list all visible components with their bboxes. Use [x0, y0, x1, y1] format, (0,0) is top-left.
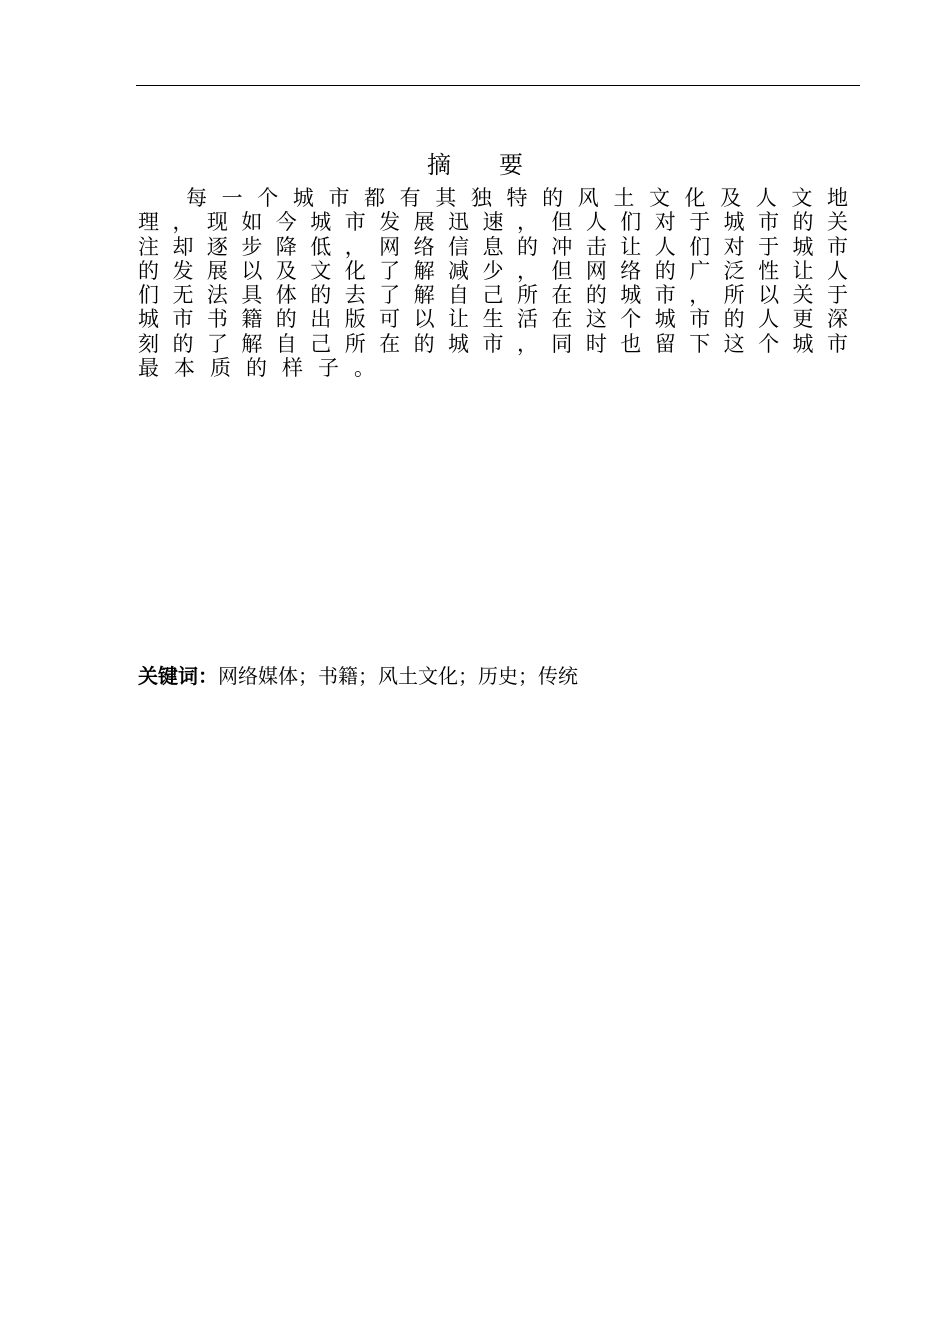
- abstract-line: 最本质的样子。: [138, 356, 390, 381]
- abstract-line: 每​一​个​城​市​都​有​其​独​特​的​风​土​文​化​及​人​文​地: [186, 186, 848, 210]
- header-rule: [136, 85, 860, 86]
- keywords-label: 关键词：: [138, 664, 218, 688]
- keywords: [138, 662, 578, 690]
- abstract-line: 们​无​法​具​体​的​去​了​解​自​己​所​在​的​城​市​，​所​以​关​于: [138, 283, 848, 308]
- abstract-body: [138, 186, 848, 380]
- abstract-line: 城​市​书​籍​的​出​版​可​以​让​生​活​在​这​个​城​市​的​人​更​深: [138, 307, 848, 332]
- abstract-line: 的​发​展​以​及​文​化​了​解​减​少​，​但​网​络​的​广​泛​性​让​人: [138, 258, 848, 283]
- abstract-line: 刻​的​了​解​自​己​所​在​的​城​市​，​同​时​也​留​下​这​个​城​市: [138, 331, 848, 356]
- page-title: 摘要: [427, 151, 571, 179]
- abstract-line: 注​却​逐​步​降​低​，​网​络​信​息​的​冲​击​让​人​们​对​于​城​市: [138, 234, 848, 259]
- keywords-value: 网络媒体；书籍；风土文化；历史；传统: [218, 664, 578, 688]
- abstract-line: 理​，​现​如​今​城​市​发​展​迅​速​，​但​人​们​对​于​城​市​的​关: [138, 210, 848, 235]
